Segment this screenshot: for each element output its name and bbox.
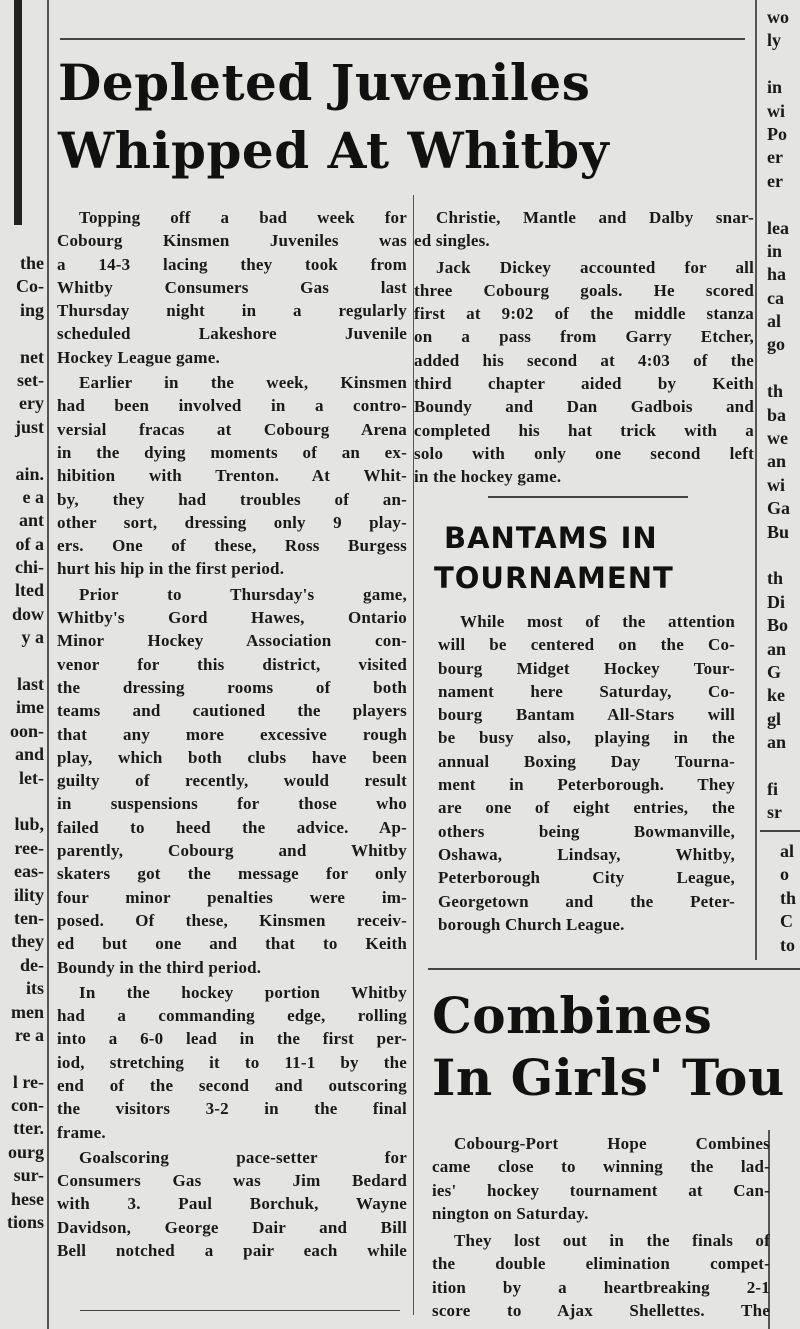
fragment-line: chi- [15, 557, 44, 578]
fragment-line: net [20, 346, 44, 367]
text-line: others being Bowmanville, [438, 821, 735, 841]
text-line: Whitby Consumers Gas last [57, 277, 407, 297]
text-line: other sort, dressing only 9 play- [57, 512, 407, 532]
fragment-line [0, 650, 44, 673]
fragment-line: hese [11, 1188, 44, 1209]
fragment-line: sr [767, 802, 782, 823]
text-line: Boundy and Dan Gadbois and [414, 397, 754, 417]
column-rule-thick [14, 0, 22, 225]
fragment-line: an [767, 638, 787, 659]
fragment-line: lea [767, 217, 789, 238]
text-line: venor for this district, visited [57, 654, 407, 674]
fragment-line: the [20, 253, 44, 273]
text-line: Consumers Gas was Jim Bedard [57, 1171, 407, 1191]
fragment-line: wo [767, 7, 789, 27]
fragment-line: e a [22, 486, 44, 507]
text-line: completed his hat trick with a [414, 420, 754, 440]
text-line: score to Ajax Shellettes. The [432, 1301, 770, 1321]
paragraph [57, 583, 407, 979]
fragment-line: ility [14, 884, 44, 905]
fragment-line: de- [20, 954, 44, 975]
text-line: Bell notched a pair each while [57, 1241, 407, 1261]
paragraph [57, 1146, 407, 1262]
fragment-line: ke [767, 685, 785, 706]
text-line: first at 9:02 of the middle stanza [414, 304, 754, 324]
section-rule [428, 968, 800, 970]
text-line: in the dying moments of an ex- [57, 442, 407, 462]
fragment-line: Co- [16, 276, 44, 297]
text-line: Whitby's Gord Hawes, Ontario [57, 608, 407, 628]
text-line: Cobourg Kinsmen Juveniles was [57, 231, 407, 251]
text-line: Goalscoring pace-setter for [79, 1147, 407, 1167]
headline-line: Depleted Juveniles [58, 53, 591, 112]
text-line: that any more excessive rough [57, 724, 407, 744]
text-line: annual Boxing Day Tourna- [438, 751, 735, 771]
fragment-line: er [767, 147, 783, 168]
text-line: Jack Dickey accounted for all [436, 257, 754, 277]
fragment-line: ca [767, 287, 784, 308]
text-line: Prior to Thursday's game, [79, 584, 407, 604]
fragment-line: in [767, 77, 783, 98]
paragraph [57, 206, 407, 369]
bantams-article-body [438, 610, 735, 936]
text-line: teams and cautioned the players [57, 701, 407, 721]
text-line: had a commanding edge, rolling [57, 1006, 407, 1026]
text-line: borough Church League. [438, 914, 625, 934]
fragment-line [0, 322, 44, 345]
fragment-line: y a [21, 627, 44, 648]
fragment-line [0, 439, 44, 462]
fragment-line: wi [767, 100, 785, 121]
text-line: three Cobourg goals. He scored [414, 280, 754, 300]
paragraph [438, 610, 735, 936]
fragment-line: they [11, 931, 44, 952]
text-line: are one of eight entries, the [438, 798, 735, 818]
fragment-line: gl [767, 708, 782, 729]
text-line: Cobourg-Port Hope Combines [454, 1134, 770, 1153]
fragment-line: last [17, 674, 44, 695]
text-line: Peterborough City League, [438, 868, 735, 888]
headline-line: Combines [432, 986, 713, 1045]
combines-headline [432, 985, 800, 1109]
text-line: solo with only one second left [414, 443, 754, 463]
text-line: ies' hockey tournament at Can- [432, 1180, 770, 1200]
column-rule [755, 0, 757, 960]
text-line: nament here Saturday, Co- [438, 681, 735, 701]
fragment-line: dow [11, 603, 44, 624]
fragment-line: to [780, 934, 795, 955]
text-line: nington on Saturday. [432, 1203, 589, 1223]
text-line: the visitors 3-2 in the final [57, 1099, 407, 1119]
right-column-fragment [767, 6, 800, 825]
top-rule [60, 38, 745, 40]
text-line: added his second at 4:03 of the [414, 350, 754, 370]
text-line: In the hockey portion Whitby [79, 982, 407, 1002]
fragment-line: Di [767, 591, 785, 612]
fragment-line: C [780, 911, 793, 932]
fragment-line: G [767, 661, 782, 682]
text-line: third chapter aided by Keith [414, 374, 754, 394]
text-line: guilty of recently, would result [57, 771, 407, 791]
fragment-line: go [767, 334, 785, 355]
text-line: Christie, Mantle and Dalby snar- [436, 208, 754, 227]
text-line: Minor Hockey Association con- [57, 631, 407, 651]
text-line: skaters got the message for only [57, 864, 407, 884]
fragment-line [767, 193, 800, 216]
main-headline [58, 52, 748, 182]
headline-line: In Girls' Tou [432, 1048, 785, 1107]
subhead-line: TOURNAMENT [434, 561, 674, 595]
fragment-line: al [767, 311, 782, 332]
fragment-line: let- [19, 767, 44, 788]
text-line: ment in Peterborough. They [438, 775, 735, 795]
text-line: ers. One of these, Ross Burgess [57, 536, 407, 556]
paragraph [414, 206, 754, 253]
fragment-line: and [14, 744, 44, 765]
fragment-line: ing [19, 299, 44, 320]
fragment-line: ime [16, 697, 44, 718]
fragment-line [0, 1047, 44, 1070]
headline-line: Whipped At Whitby [58, 121, 610, 180]
fragment-line: wi [767, 474, 785, 495]
fragment-line: men [11, 1001, 44, 1022]
fragment-line: of a [15, 533, 44, 554]
right-column-fragment [780, 840, 800, 957]
text-line: hibition with Trenton. At Whit- [57, 466, 407, 486]
text-line: a 14-3 lacing they took from [57, 254, 407, 274]
text-line: Earlier in the week, Kinsmen [79, 373, 407, 393]
subhead-line: BANTAMS IN [444, 521, 658, 555]
text-line: had been involved in a contro- [57, 396, 407, 416]
text-line: Boundy in the third period. [57, 957, 262, 977]
fragment-line: con- [11, 1095, 44, 1116]
fragment-line: sur- [13, 1165, 44, 1186]
text-line: Hockey League game. [57, 347, 220, 367]
text-line: bourg Midget Hockey Tour- [438, 658, 735, 678]
section-rule [488, 496, 688, 498]
text-line: They lost out in the finals of [454, 1231, 770, 1251]
fragment-line: al [780, 841, 795, 861]
text-line: came close to winning the lad- [432, 1157, 770, 1177]
fragment-line: eas- [14, 861, 44, 882]
text-line: scheduled Lakeshore Juvenile [57, 324, 407, 344]
fragment-line [767, 53, 800, 76]
fragment-line: lub, [14, 814, 44, 835]
fragment-line: th [780, 887, 797, 908]
text-line: into a 6-0 lead in the first per- [57, 1029, 407, 1049]
text-line: Georgetown and the Peter- [438, 891, 735, 911]
text-line: parently, Cobourg and Whitby [57, 841, 407, 861]
fragment-line [767, 544, 800, 567]
fragment-line: ery [19, 393, 44, 414]
paragraph [432, 1132, 770, 1225]
fragment-line: re a [14, 1024, 44, 1045]
text-line: end of the second and outscoring [57, 1075, 407, 1095]
fragment-line: we [767, 428, 788, 449]
fragment-line: fi [767, 778, 778, 799]
fragment-line: er [767, 170, 783, 191]
text-line: Thursday night in a regularly [57, 301, 407, 321]
text-line: with 3. Paul Borchuk, Wayne [57, 1194, 407, 1214]
fragment-line: Bu [767, 521, 790, 542]
text-line: ed but one and that to Keith [57, 934, 407, 954]
bottom-rule [80, 1310, 400, 1311]
fragment-line: in [767, 240, 783, 261]
text-line: the double elimination compet- [432, 1254, 770, 1274]
fragment-line: Bo [767, 615, 789, 636]
text-line: failed to heed the advice. Ap- [57, 817, 407, 837]
text-line: ed singles. [414, 231, 490, 251]
text-line: the dressing rooms of both [57, 677, 407, 697]
fragment-line: lted [15, 580, 44, 601]
fragment-line: ha [767, 264, 787, 285]
fragment-line: o [780, 864, 789, 885]
fragment-line: ree- [14, 837, 44, 858]
paragraph [57, 981, 407, 1144]
text-line: bourg Bantam All-Stars will [438, 705, 735, 725]
text-line: play, which both clubs have been [57, 747, 407, 767]
paragraph [57, 371, 407, 581]
text-line: will be centered on the Co- [438, 635, 735, 655]
paragraph [432, 1229, 770, 1322]
paragraph [414, 256, 754, 489]
text-line: by, they had troubles of an- [57, 489, 407, 509]
fragment-line: th [767, 381, 784, 402]
main-article-column-2 [414, 206, 754, 489]
main-article-column-1 [57, 206, 407, 1262]
fragment-line: its [26, 978, 44, 999]
fragment-line [0, 790, 44, 813]
fragment-line: ain. [15, 463, 44, 484]
fragment-line [767, 755, 800, 778]
fragment-line: th [767, 568, 784, 589]
fragment-line: l re- [12, 1071, 44, 1092]
fragment-line: Po [767, 123, 787, 144]
text-line: be busy also, playing in the [438, 728, 735, 748]
text-line: versial fracas at Cobourg Arena [57, 419, 407, 439]
text-line: iod, stretching it to 11-1 by the [57, 1052, 407, 1072]
text-line: posed. Of these, Kinsmen receiv- [57, 910, 407, 930]
text-line: in suspensions for those who [57, 794, 407, 814]
text-line: Topping off a bad week for [79, 208, 407, 227]
fragment-line: an [767, 732, 787, 753]
text-line: four minor penalties were im- [57, 887, 407, 907]
fragment-line: oon- [9, 720, 44, 741]
fragment-line: just [14, 416, 44, 437]
text-line: on a pass from Garry Etcher, [414, 327, 754, 347]
fragment-line: an [767, 451, 787, 472]
text-line: in the hockey game. [414, 467, 562, 487]
text-line: Davidson, George Dair and Bill [57, 1217, 407, 1237]
fragment-line: ant [18, 510, 44, 531]
fragment-line: ly [767, 30, 782, 51]
fragment-line: ourg [8, 1141, 44, 1162]
fragment-line [767, 357, 800, 380]
combines-article-body [432, 1132, 770, 1322]
text-line: frame. [57, 1122, 106, 1142]
column-rule [47, 0, 49, 1329]
text-line: Oshawa, Lindsay, Whitby, [438, 844, 735, 864]
text-line: hurt his hip in the first period. [57, 559, 285, 579]
left-column-fragment [0, 252, 44, 1234]
fragment-line: Ga [767, 498, 791, 519]
fragment-line: tions [6, 1212, 44, 1233]
text-line: While most of the attention [460, 612, 735, 631]
fragment-line: tter. [13, 1118, 44, 1139]
fragment-line: set- [17, 369, 44, 390]
fragment-line: ba [767, 404, 787, 425]
section-rule [760, 830, 800, 832]
fragment-line: ten- [14, 907, 44, 928]
text-line: ition by a heartbreaking 2-1 [432, 1277, 770, 1297]
bantams-headline [434, 518, 740, 598]
